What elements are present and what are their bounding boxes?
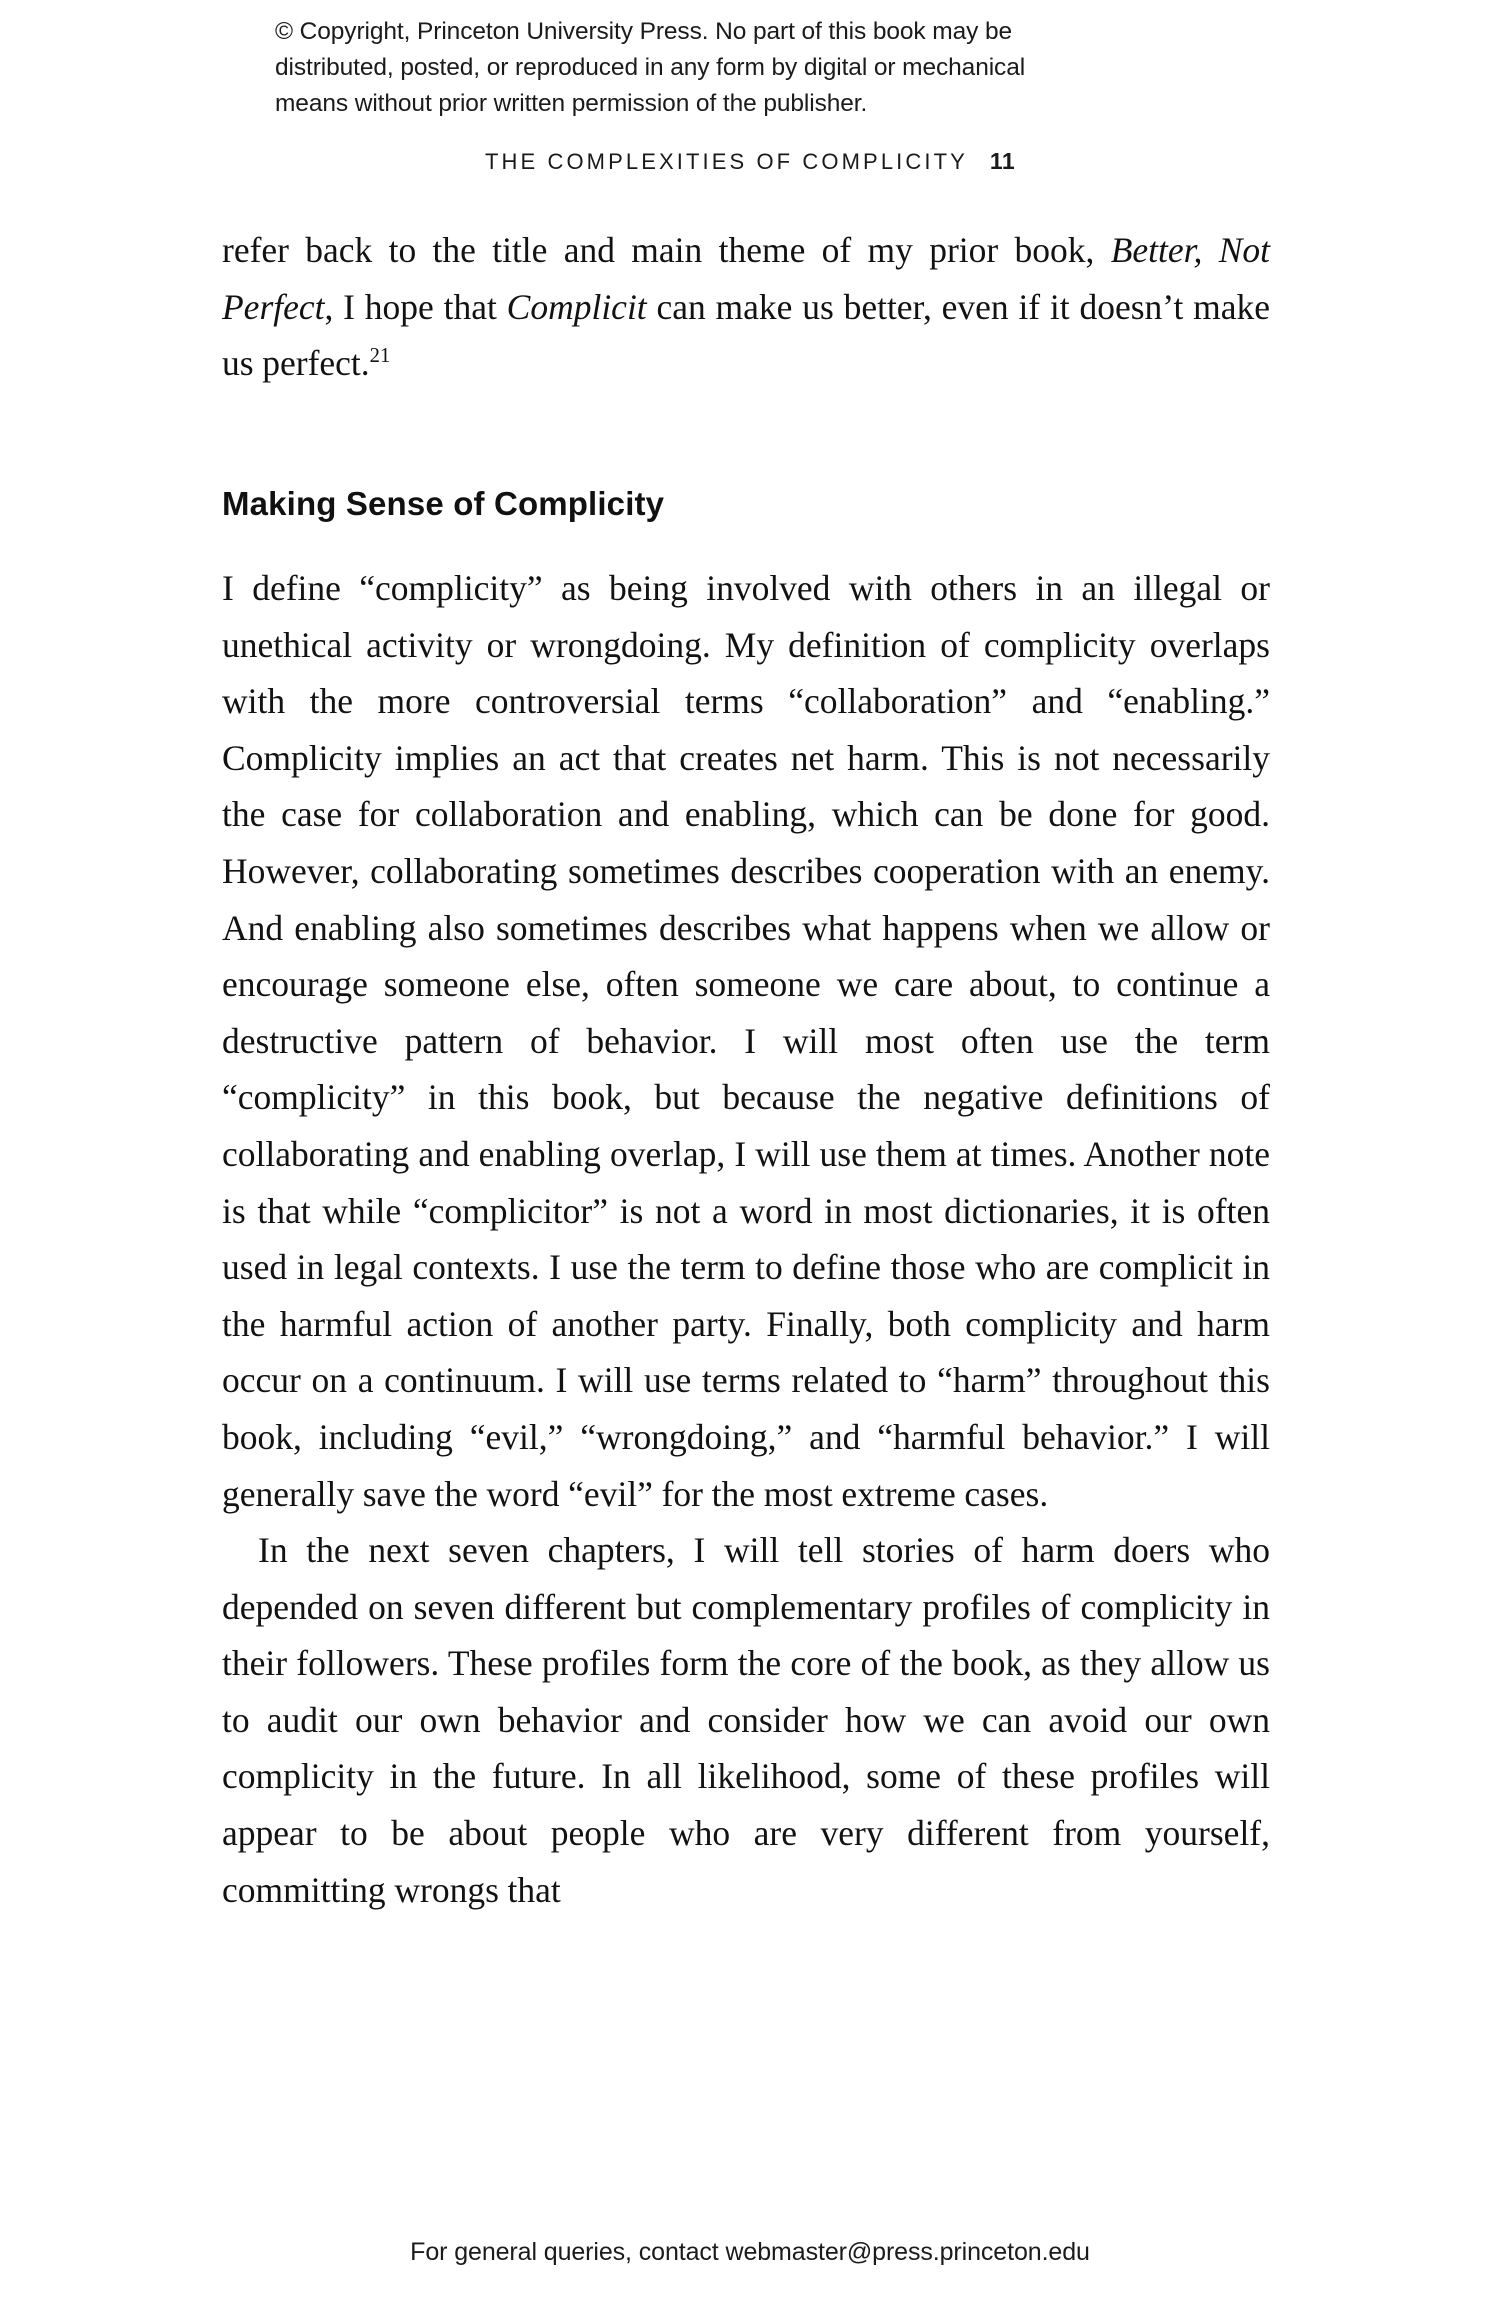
copyright-line-2: distributed, posted, or reproduced in any form by digital or mechanical [275, 54, 1026, 81]
book-title-complicit: Complicit [506, 286, 647, 327]
paragraph-definition: I define “complicity” as being involved with others in an illegal or unethical activity or wrongdoing. My definition of complicity overlaps with the more controversial terms “collaboration” and “enabling.” Complicity implies an act that creates net harm. This is not necessarily the case for collaboration and enabling, which can be done for good. However, collaborating sometimes describes cooperation with an enemy. And enabling also sometimes describes what happens when we allow or encourage someone else, often someone we care about, to continue a destructive pattern of behavior. I will most often use the term “complicity” in this book, but because the negative definitions of collaborating and enabling overlap, I will use them at times. Another note is that while “complicitor” is not a word in most dictionaries, it is often used in legal contexts. I use the term to define those who are complicit in the harmful action of another party. Finally, both complicity and harm occur on a continuum. I will use terms related to “harm” throughout this book, including “evil,” “wrongdoing,” and “harmful behavior.” I will generally save the word “evil” for the most extreme cases. [222, 568, 1270, 1514]
opening-segment-2: , I hope that [324, 286, 507, 327]
opening-segment-0: refer back to the title and main theme of my prior book, [222, 230, 1111, 270]
section-heading: Making Sense of Complicity [222, 485, 665, 522]
paragraph-chapters-preview: In the next seven chapters, I will tell stories of harm doers who depended on seven different but complementary profiles of complicity in their followers. These profiles form the core of the book, as they allow us to audit our own behavior and consider how we can avoid our own complicity in the future. In all likelihood, some of these profiles will appear to be about people who are very different from yourself, committing wrongs that [222, 1530, 1270, 1910]
page-number: 11 [989, 148, 1016, 174]
footnote-marker-21: 21 [369, 345, 391, 368]
book-title-better-not-perfect: Better, Not Perfect [222, 230, 1271, 327]
copyright-line-3: means without prior written permission of the publisher. [275, 90, 868, 117]
copyright-notice [275, 14, 1215, 122]
running-head [0, 148, 1500, 175]
copyright-line-1: © Copyright, Princeton University Press. No part of this book may be [275, 18, 1013, 45]
page-footer: For general queries, contact webmaster@press.princeton.edu [410, 2238, 1090, 2266]
paragraph-opening [222, 222, 1270, 392]
running-head-title: THE COMPLEXITIES OF COMPLICITY [484, 149, 968, 174]
paragraph-opening-wrapper [222, 222, 1270, 392]
body-text-column [222, 560, 1270, 1918]
opening-segment-4: can make us better, even if it doesn’t make us perfect. [222, 286, 1270, 384]
